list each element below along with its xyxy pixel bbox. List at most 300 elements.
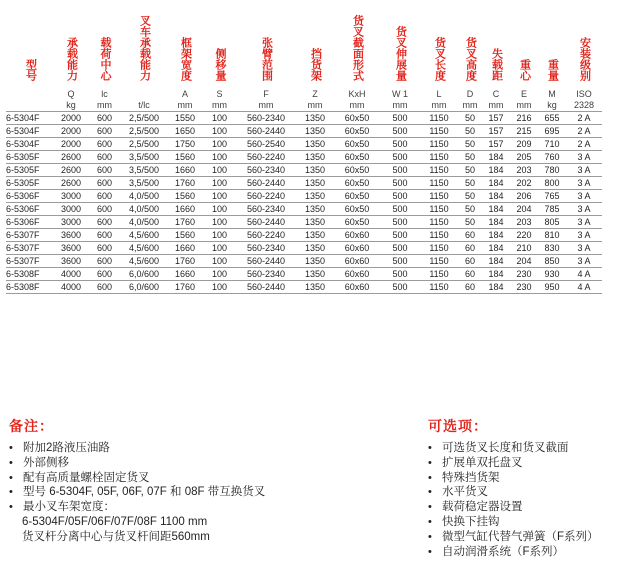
table-cell: 230 — [510, 268, 538, 281]
table-row — [6, 164, 602, 177]
bullet-icon: • — [428, 471, 432, 484]
table-cell: 50 — [458, 177, 482, 190]
column-header-label: 货叉伸展量 — [394, 26, 407, 81]
table-cell: 600 — [88, 242, 121, 255]
table-cell: 50 — [458, 151, 482, 164]
table-cell: 3 A — [566, 255, 602, 268]
table-cell: 560-2240 — [236, 229, 296, 242]
table-cell: 500 — [380, 164, 420, 177]
table-cell: 2000 — [54, 125, 88, 138]
model-cell: 6-5306F — [6, 216, 54, 229]
table-cell: 157 — [482, 125, 510, 138]
table-cell: 184 — [482, 255, 510, 268]
list-item — [428, 456, 599, 471]
table-cell: 1560 — [167, 229, 203, 242]
table-cell: 1760 — [167, 255, 203, 268]
column-header-label: 叉车承载能力 — [138, 15, 151, 81]
column-symbol-unit — [538, 89, 566, 112]
column-symbol: M — [548, 89, 556, 99]
column-header — [482, 2, 510, 89]
column-header — [380, 2, 420, 89]
list-item-text: 自动润滑系统（F系列） — [442, 545, 565, 558]
table-cell: 1760 — [167, 281, 203, 294]
table-cell: 60x60 — [334, 242, 380, 255]
column-symbol: KxH — [348, 89, 366, 99]
list-item — [428, 441, 599, 456]
table-cell: 600 — [88, 112, 121, 125]
table-cell: 1350 — [296, 281, 334, 294]
list-item — [428, 530, 599, 545]
table-cell: 60x60 — [334, 229, 380, 242]
bullet-icon: • — [9, 456, 13, 469]
table-cell: 60x60 — [334, 268, 380, 281]
column-header-label: 承载能力 — [65, 37, 78, 81]
column-unit: mm — [462, 100, 478, 110]
table-cell: 1350 — [296, 177, 334, 190]
column-header — [203, 2, 236, 89]
table-cell: 1150 — [420, 112, 458, 125]
column-unit: mm — [516, 100, 532, 110]
list-item-text: 微型气缸代替气弹簧（F系列） — [442, 530, 599, 543]
table-cell: 560-2240 — [236, 190, 296, 203]
list-item-text: 快换下挂钩 — [442, 515, 500, 528]
bullet-icon: • — [428, 530, 432, 543]
table-cell: 2,5/500 — [121, 112, 167, 125]
table-cell: 100 — [203, 190, 236, 203]
column-symbol: A — [181, 89, 188, 99]
column-header-label: 重心 — [518, 59, 531, 81]
table-cell: 500 — [380, 281, 420, 294]
list-item-text: 特殊挡货架 — [442, 471, 500, 484]
table-cell: 2,5/500 — [121, 125, 167, 138]
model-cell: 6-5308F — [6, 281, 54, 294]
column-header — [54, 2, 88, 89]
table-cell: 2 A — [566, 125, 602, 138]
column-symbol-unit — [203, 89, 236, 112]
table-cell: 2 A — [566, 112, 602, 125]
table-cell: 1660 — [167, 203, 203, 216]
table-cell: 203 — [510, 164, 538, 177]
notes-sub-line: 货叉杆分离中心与货叉杆间距560mm — [22, 531, 210, 543]
column-header — [334, 2, 380, 89]
table-cell: 184 — [482, 281, 510, 294]
column-symbol: lc — [101, 89, 108, 99]
table-cell: 50 — [458, 203, 482, 216]
table-cell: 500 — [380, 229, 420, 242]
table-cell: 60 — [458, 268, 482, 281]
table-cell: 560-2340 — [236, 164, 296, 177]
column-symbol: E — [520, 89, 527, 99]
table-cell: 1150 — [420, 138, 458, 151]
table-cell: 50 — [458, 125, 482, 138]
table-cell: 230 — [510, 281, 538, 294]
table-cell: 202 — [510, 177, 538, 190]
symbol-row — [6, 89, 602, 112]
table-cell: 4 A — [566, 268, 602, 281]
bullet-icon: • — [9, 442, 13, 454]
options-title: 可选项： — [428, 418, 488, 434]
table-cell: 2600 — [54, 177, 88, 190]
table-cell: 1660 — [167, 242, 203, 255]
list-item — [428, 545, 599, 560]
table-cell: 500 — [380, 190, 420, 203]
column-header — [88, 2, 121, 89]
column-header-label: 货叉截面形式 — [351, 15, 364, 81]
column-symbol: ISO — [576, 89, 592, 99]
column-unit: t/lc — [138, 100, 150, 110]
table-cell: 100 — [203, 255, 236, 268]
table-cell: 500 — [380, 151, 420, 164]
table-cell: 206 — [510, 190, 538, 203]
model-cell: 6-5305F — [6, 164, 54, 177]
table-cell: 215 — [510, 125, 538, 138]
table-cell: 500 — [380, 177, 420, 190]
table-cell: 50 — [458, 112, 482, 125]
table-cell: 1150 — [420, 229, 458, 242]
model-cell: 6-5308F — [6, 268, 54, 281]
table-cell: 157 — [482, 112, 510, 125]
model-cell: 6-5304F — [6, 112, 54, 125]
table-cell: 4,5/600 — [121, 229, 167, 242]
bullet-icon: • — [9, 501, 13, 514]
column-symbol-unit — [88, 89, 121, 112]
model-cell: 6-5305F — [6, 177, 54, 190]
list-item-text: 最小叉车架宽度： — [23, 501, 115, 514]
table-row — [6, 203, 602, 216]
bullet-icon: • — [428, 545, 432, 558]
table-cell: 600 — [88, 203, 121, 216]
table-cell: 600 — [88, 268, 121, 281]
model-cell: 6-5304F — [6, 138, 54, 151]
bullet-icon: • — [9, 486, 13, 499]
table-cell: 1660 — [167, 164, 203, 177]
column-header — [458, 2, 482, 89]
bullet-icon: • — [428, 456, 432, 469]
table-cell: 3 A — [566, 177, 602, 190]
column-header — [167, 2, 203, 89]
table-cell: 3 A — [566, 151, 602, 164]
table-row — [6, 177, 602, 190]
table-cell: 2 A — [566, 138, 602, 151]
table-cell: 1350 — [296, 203, 334, 216]
bullet-icon: • — [428, 501, 432, 514]
list-item — [428, 500, 599, 515]
table-cell: 1150 — [420, 255, 458, 268]
table-cell: 4000 — [54, 268, 88, 281]
column-header-label: 货叉高度 — [464, 37, 477, 81]
column-unit: mm — [307, 100, 323, 110]
column-unit: mm — [488, 100, 504, 110]
table-cell: 60x60 — [334, 281, 380, 294]
table-cell: 1350 — [296, 216, 334, 229]
table-cell: 3000 — [54, 216, 88, 229]
table-cell: 500 — [380, 216, 420, 229]
table-cell: 1150 — [420, 177, 458, 190]
table-cell: 4,5/600 — [121, 255, 167, 268]
table-cell: 203 — [510, 216, 538, 229]
model-cell: 6-5307F — [6, 242, 54, 255]
model-cell: 6-5306F — [6, 190, 54, 203]
table-cell: 204 — [510, 203, 538, 216]
table-cell: 100 — [203, 164, 236, 177]
list-item-text: 水平货叉 — [442, 486, 488, 499]
table-cell: 100 — [203, 268, 236, 281]
list-item-text: 载荷稳定器设置 — [442, 501, 523, 514]
table-cell: 60 — [458, 281, 482, 294]
table-cell: 3 A — [566, 242, 602, 255]
bullet-icon: • — [428, 442, 432, 454]
column-header — [538, 2, 566, 89]
column-symbol: F — [263, 89, 269, 99]
table-cell: 60x50 — [334, 112, 380, 125]
column-unit: 2328 — [573, 100, 595, 110]
table-cell: 600 — [88, 177, 121, 190]
column-symbol-unit — [420, 89, 458, 112]
table-row — [6, 229, 602, 242]
table-cell: 209 — [510, 138, 538, 151]
table-cell: 810 — [538, 229, 566, 242]
table-cell: 100 — [203, 216, 236, 229]
table-cell: 560-2540 — [236, 138, 296, 151]
column-header-label: 挡货架 — [309, 48, 322, 81]
table-cell: 210 — [510, 242, 538, 255]
list-item — [428, 485, 599, 500]
column-header-label: 张臂范围 — [260, 37, 273, 81]
table-cell: 1150 — [420, 190, 458, 203]
table-cell: 1150 — [420, 216, 458, 229]
list-item — [9, 471, 265, 486]
table-cell: 830 — [538, 242, 566, 255]
list-item — [428, 471, 599, 486]
column-unit: mm — [97, 100, 112, 110]
table-row — [6, 112, 602, 125]
table-cell: 100 — [203, 112, 236, 125]
table-cell: 1550 — [167, 112, 203, 125]
table-cell: 560-2440 — [236, 125, 296, 138]
table-row — [6, 138, 602, 151]
table-cell: 184 — [482, 229, 510, 242]
table-cell: 1350 — [296, 112, 334, 125]
table-cell: 560-2340 — [236, 203, 296, 216]
table-cell: 100 — [203, 281, 236, 294]
column-unit: kg — [66, 100, 76, 110]
list-item — [9, 441, 265, 456]
column-symbol: D — [466, 89, 474, 99]
table-cell: 600 — [88, 255, 121, 268]
table-cell: 1150 — [420, 164, 458, 177]
table-cell: 184 — [482, 242, 510, 255]
column-header-label: 重量 — [546, 59, 559, 81]
notes-sub-line: 6-5304F/05F/06F/07F/08F 1100 mm — [22, 516, 208, 528]
notes-list — [9, 441, 265, 515]
column-unit: mm — [258, 100, 274, 110]
table-cell: 560-2340 — [236, 242, 296, 255]
model-cell: 6-5307F — [6, 255, 54, 268]
notes-title: 备注： — [9, 418, 54, 434]
bullet-icon: • — [9, 471, 13, 484]
column-symbol-unit — [482, 89, 510, 112]
table-cell: 600 — [88, 138, 121, 151]
table-cell: 805 — [538, 216, 566, 229]
table-cell: 220 — [510, 229, 538, 242]
table-cell: 1660 — [167, 268, 203, 281]
table-cell: 3600 — [54, 255, 88, 268]
column-header — [236, 2, 296, 89]
table-cell: 765 — [538, 190, 566, 203]
table-cell: 710 — [538, 138, 566, 151]
table-cell: 3 A — [566, 203, 602, 216]
column-unit: mm — [431, 100, 447, 110]
column-unit: mm — [212, 100, 227, 110]
table-cell: 1150 — [420, 151, 458, 164]
table-cell: 50 — [458, 164, 482, 177]
table-cell: 560-2440 — [236, 216, 296, 229]
column-header-label: 侧移量 — [214, 48, 226, 81]
table-cell: 60x50 — [334, 190, 380, 203]
column-header — [420, 2, 458, 89]
table-cell: 1750 — [167, 138, 203, 151]
table-cell: 500 — [380, 242, 420, 255]
table-cell: 4 A — [566, 281, 602, 294]
table-cell: 184 — [482, 164, 510, 177]
table-cell: 600 — [88, 125, 121, 138]
table-cell: 600 — [88, 151, 121, 164]
list-item — [9, 500, 265, 515]
table-cell: 60 — [458, 242, 482, 255]
table-cell: 184 — [482, 268, 510, 281]
table-cell: 2000 — [54, 138, 88, 151]
table-cell: 100 — [203, 242, 236, 255]
column-symbol-unit — [510, 89, 538, 112]
table-cell: 1350 — [296, 229, 334, 242]
header-row — [6, 2, 602, 89]
table-row — [6, 190, 602, 203]
table-cell: 560-2440 — [236, 281, 296, 294]
list-item-text: 扩展单双托盘叉 — [442, 456, 523, 469]
table-cell: 60x50 — [334, 125, 380, 138]
table-cell: 60x50 — [334, 177, 380, 190]
table-cell: 655 — [538, 112, 566, 125]
column-unit — [6, 100, 54, 111]
table-cell: 184 — [482, 177, 510, 190]
table-cell: 3000 — [54, 190, 88, 203]
column-header — [121, 2, 167, 89]
table-cell: 2000 — [54, 112, 88, 125]
bullet-icon: • — [428, 515, 432, 528]
column-symbol-unit — [380, 89, 420, 112]
table-cell: 560-2340 — [236, 268, 296, 281]
table-cell: 3 A — [566, 229, 602, 242]
table-cell: 184 — [482, 203, 510, 216]
table-body — [6, 112, 602, 294]
table-cell: 2,5/500 — [121, 138, 167, 151]
table-cell: 560-2240 — [236, 151, 296, 164]
table-cell: 157 — [482, 138, 510, 151]
table-cell: 3,5/500 — [121, 177, 167, 190]
table-cell: 60 — [458, 255, 482, 268]
table-cell: 184 — [482, 216, 510, 229]
table-cell: 850 — [538, 255, 566, 268]
table-cell: 1560 — [167, 151, 203, 164]
table-cell: 1760 — [167, 177, 203, 190]
table-cell: 760 — [538, 151, 566, 164]
table-cell: 1150 — [420, 203, 458, 216]
table-cell: 205 — [510, 151, 538, 164]
table-cell: 4,0/500 — [121, 203, 167, 216]
table-cell: 204 — [510, 255, 538, 268]
table-cell: 1350 — [296, 138, 334, 151]
table-cell: 60x50 — [334, 164, 380, 177]
column-unit: kg — [547, 100, 557, 110]
table-cell: 3,5/500 — [121, 151, 167, 164]
column-symbol-unit — [458, 89, 482, 112]
column-symbol-unit — [54, 89, 88, 112]
table-cell: 3600 — [54, 229, 88, 242]
table-cell: 184 — [482, 190, 510, 203]
table-cell: 600 — [88, 164, 121, 177]
table-cell: 50 — [458, 190, 482, 203]
column-symbol: S — [216, 89, 223, 99]
table-cell: 60x50 — [334, 151, 380, 164]
model-cell: 6-5307F — [6, 229, 54, 242]
table-cell: 3000 — [54, 203, 88, 216]
table-row — [6, 216, 602, 229]
table-cell: 1350 — [296, 125, 334, 138]
table-cell: 560-2440 — [236, 255, 296, 268]
table-cell: 6,0/600 — [121, 281, 167, 294]
table-cell: 1150 — [420, 242, 458, 255]
table-row — [6, 281, 602, 294]
table-cell: 1350 — [296, 164, 334, 177]
table-cell: 1350 — [296, 255, 334, 268]
table-cell: 780 — [538, 164, 566, 177]
table-cell: 60x50 — [334, 216, 380, 229]
column-symbol — [121, 89, 167, 100]
column-header-label: 载荷中心 — [99, 37, 111, 81]
column-symbol-unit — [167, 89, 203, 112]
table-cell: 60x60 — [334, 255, 380, 268]
table-cell: 500 — [380, 255, 420, 268]
model-cell: 6-5306F — [6, 203, 54, 216]
table-cell: 1350 — [296, 151, 334, 164]
table-cell: 216 — [510, 112, 538, 125]
column-unit: mm — [392, 100, 408, 110]
bullet-icon: • — [428, 486, 432, 499]
options-list — [428, 441, 599, 559]
table-cell: 500 — [380, 203, 420, 216]
table-cell: 1350 — [296, 242, 334, 255]
list-item-text: 型号 6-5304F, 05F, 06F, 07F 和 08F 带互换货叉 — [23, 486, 266, 499]
column-header — [566, 2, 602, 89]
table-cell: 1650 — [167, 125, 203, 138]
table-cell: 560-2340 — [236, 112, 296, 125]
column-symbol: W 1 — [391, 89, 408, 99]
column-symbol-unit — [121, 89, 167, 112]
table-cell: 60x50 — [334, 138, 380, 151]
table-cell: 4,0/500 — [121, 216, 167, 229]
table-cell: 695 — [538, 125, 566, 138]
list-item — [9, 456, 265, 471]
table-row — [6, 125, 602, 138]
table-cell: 100 — [203, 229, 236, 242]
column-header — [510, 2, 538, 89]
table-cell: 3 A — [566, 164, 602, 177]
column-symbol: L — [436, 89, 442, 99]
table-cell: 4,5/600 — [121, 242, 167, 255]
list-item — [428, 515, 599, 530]
table-cell: 500 — [380, 125, 420, 138]
column-header-label: 框架宽度 — [179, 37, 192, 81]
